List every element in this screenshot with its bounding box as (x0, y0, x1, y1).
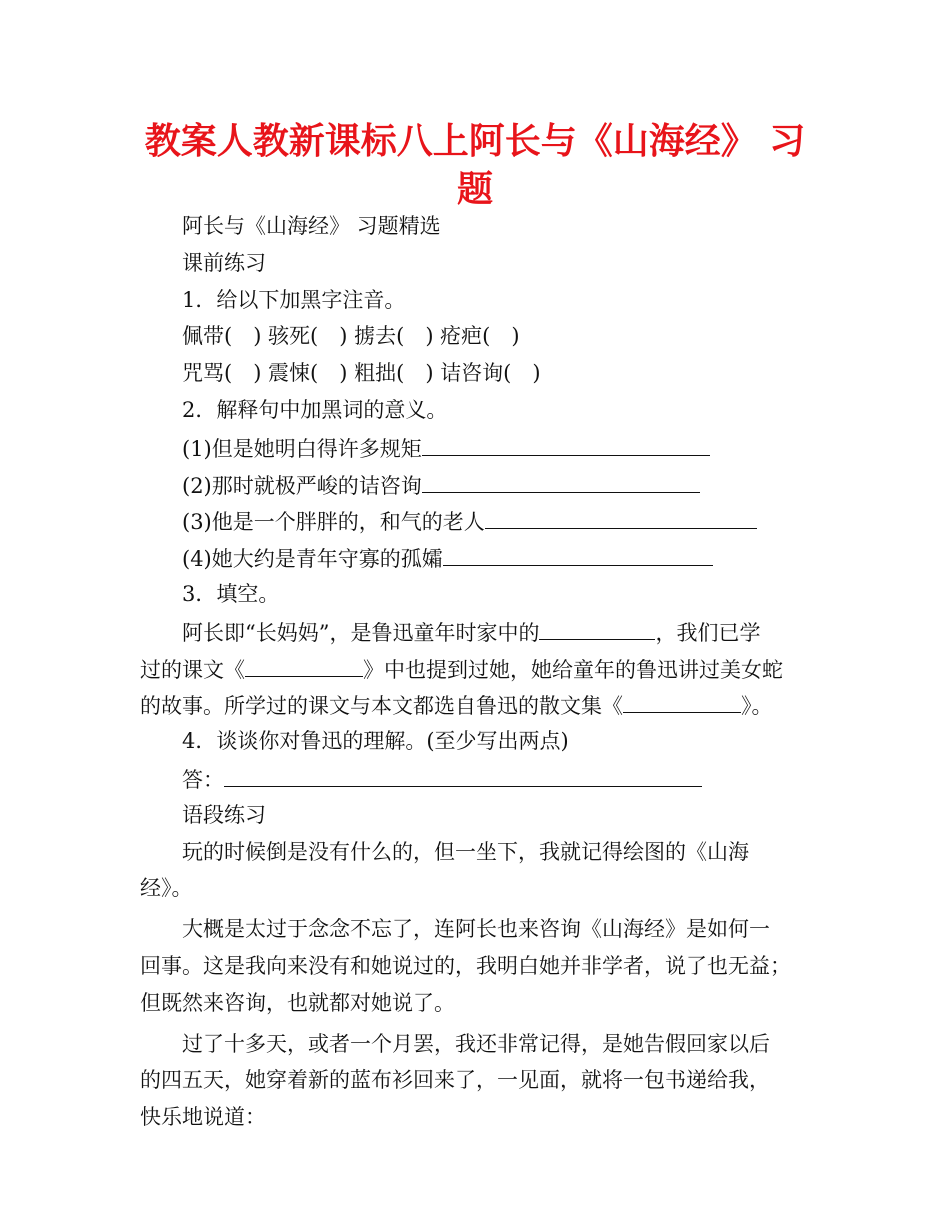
question-4-answer (140, 760, 820, 797)
question-3-line-2 (140, 650, 820, 687)
document-body (140, 208, 820, 1136)
text: 》中也提到过她，她给童年的鲁迅讲过美女蛇 (363, 657, 783, 682)
answer-blank[interactable] (539, 613, 655, 640)
passage-line: 回事。这是我向来没有和她说过的，我明白她并非学者，说了也无益； (140, 953, 791, 978)
section-heading-pre-class: 课前练习 (182, 250, 266, 275)
document-title: 教案人教新课标八上阿长与《山海经》 习题 (144, 121, 806, 210)
text: ，我们已学 (655, 620, 761, 645)
answer-blank[interactable] (245, 650, 363, 677)
passage-line: 快乐地说道： (140, 1105, 266, 1130)
question-3-label: 3．填空。 (182, 581, 280, 606)
passage-line: 但既然来咨询，也就都对她说了。 (140, 990, 455, 1015)
answer-blank[interactable] (422, 429, 710, 456)
passage-line: 的四五天，她穿着新的蓝布衫回来了，一见面，就将一包书递给我， (140, 1068, 770, 1093)
item-text: (1)但是她明白得许多规矩 (182, 436, 422, 461)
passage-line: 大概是太过于念念不忘了，连阿长也来咨询《山海经》是如何一 (182, 917, 770, 942)
answer-blank[interactable] (623, 686, 741, 713)
text: 》。 (741, 694, 773, 719)
question-1-label: 1．给以下加黑字注音。 (182, 287, 406, 312)
section-heading-passage: 语段练习 (182, 802, 266, 827)
passage-line: 经》。 (140, 876, 193, 901)
question-3-line-1 (140, 613, 820, 650)
question-2-item-3 (140, 502, 820, 539)
text: 阿长即“长妈妈”，是鲁迅童年时家中的 (182, 620, 540, 645)
question-2-label: 2．解释句中加黑词的意义。 (182, 397, 448, 422)
item-text: (3)他是一个胖胖的，和气的老人 (182, 510, 485, 535)
answer-blank[interactable] (485, 502, 757, 529)
question-2-item-1 (140, 429, 820, 466)
answer-blank[interactable] (443, 539, 713, 566)
subtitle: 阿长与《山海经》 习题精选 (182, 214, 441, 238)
passage-line: 过了十多天，或者一个月罢，我还非常记得，是她告假回家以后 (182, 1031, 770, 1056)
question-1-row-2: 咒骂( ) 震悚( ) 粗拙( ) 诘咨询( ) (182, 361, 541, 386)
text: 过的课文《 (140, 657, 245, 682)
item-text: (4)她大约是青年守寡的孤孀 (182, 547, 443, 572)
answer-blank[interactable] (422, 466, 700, 493)
text: 的故事。所学过的课文与本文都选自鲁迅的散文集《 (140, 694, 623, 719)
answer-label: 答： (182, 767, 224, 792)
passage-line: 玩的时候倒是没有什么的，但一坐下，我就记得绘图的《山海 (182, 839, 749, 864)
question-2-item-4 (140, 539, 820, 576)
question-2-item-2 (140, 466, 820, 503)
question-4-label: 4．谈谈你对鲁迅的理解。(至少写出两点) (182, 729, 569, 754)
item-text: (2)那时就极严峻的诘咨询 (182, 473, 422, 498)
question-3-line-3 (140, 686, 820, 723)
question-1-row-1: 佩带( ) 骇死( ) 掳去( ) 疮疤( ) (182, 324, 520, 349)
answer-blank[interactable] (224, 760, 702, 787)
